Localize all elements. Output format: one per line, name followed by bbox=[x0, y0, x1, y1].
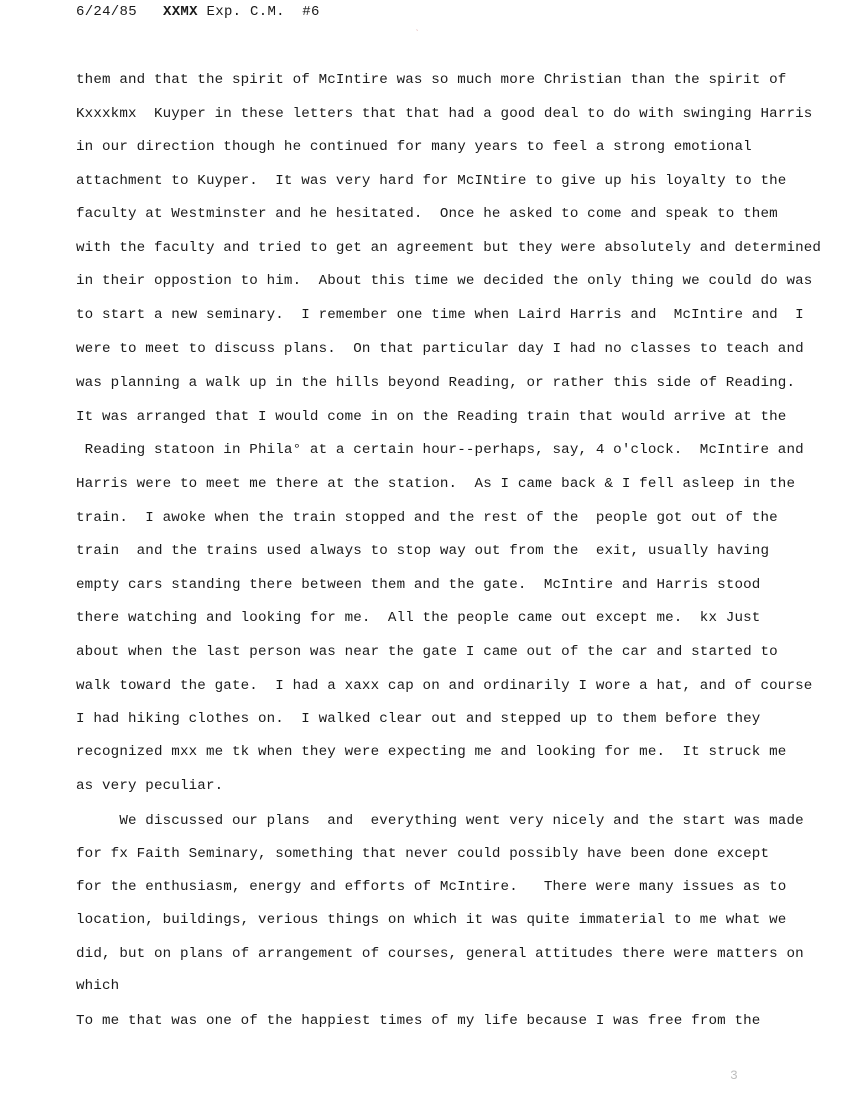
text-line: with the faculty and tried to get an agreement but they were absolutely and determined bbox=[76, 240, 822, 256]
text-line: location, buildings, verious things on which it was quite immaterial to me what we bbox=[76, 912, 787, 928]
text-line: I had hiking clothes on. I walked clear out and stepped up to them before they bbox=[76, 711, 761, 727]
header-date: 6/24/85 bbox=[76, 4, 137, 20]
text-line: them and that the spirit of McIntire was so much more Christian than the spirit of bbox=[76, 72, 787, 88]
text-line: Reading statoon in Phila° at a certain hour--perhaps, say, 4 o'clock. McIntire and bbox=[76, 442, 804, 458]
header-struck-text: XXMX bbox=[163, 4, 198, 20]
page-number: 3 bbox=[730, 1068, 738, 1083]
text-line: train and the trains used always to stop way out from the exit, usually having bbox=[76, 543, 770, 559]
text-line: there watching and looking for me. All the people came out except me. kx Just bbox=[76, 610, 761, 626]
text-line: walk toward the gate. I had a xaxx cap on and ordinarily I wore a hat, and of course bbox=[76, 678, 813, 694]
text-line: attachment to Kuyper. It was very hard for McINtire to give up his loyalty to the bbox=[76, 173, 787, 189]
text-line: for the enthusiasm, energy and efforts of McIntire. There were many issues as to bbox=[76, 879, 787, 895]
text-line: did, but on plans of arrangement of courses, general attitudes there were matters on bbox=[76, 946, 804, 962]
text-line: recognized mxx me tk when they were expecting me and looking for me. It struck me bbox=[76, 744, 787, 760]
ink-smudge: ˎ bbox=[414, 22, 421, 33]
text-line: It was arranged that I would come in on the Reading train that would arrive at the bbox=[76, 409, 787, 425]
text-line: empty cars standing there between them and the gate. McIntire and Harris stood bbox=[76, 577, 761, 593]
text-line: in our direction though he continued for many years to feel a strong emotional bbox=[76, 139, 752, 155]
header-number: #6 bbox=[302, 4, 320, 20]
text-line: in their oppostion to him. About this time we decided the only thing we could do was bbox=[76, 273, 813, 289]
text-line: train. I awoke when the train stopped and the rest of the people got out of the bbox=[76, 510, 778, 526]
text-line: for fx Faith Seminary, something that never could possibly have been done except bbox=[76, 846, 770, 862]
text-line: were to meet to discuss plans. On that particular day I had no classes to teach and bbox=[76, 341, 804, 357]
text-line: To me that was one of the happiest times of my life because I was free from the bbox=[76, 1013, 761, 1029]
text-line: faculty at Westminster and he hesitated. Once he asked to come and speak to them bbox=[76, 206, 778, 222]
text-line: Harris were to meet me there at the station. As I came back & I fell asleep in the bbox=[76, 476, 796, 492]
text-line: We discussed our plans and everything went very nicely and the start was made bbox=[76, 813, 804, 829]
text-line: as very peculiar. bbox=[76, 778, 224, 794]
header-title: Exp. C.M. bbox=[206, 4, 285, 20]
text-line: was planning a walk up in the hills beyond Reading, or rather this side of Reading. bbox=[76, 375, 796, 391]
text-line: to start a new seminary. I remember one time when Laird Harris and McIntire and I bbox=[76, 307, 804, 323]
text-line: which bbox=[76, 978, 120, 994]
text-line: Kxxxkmx Kuyper in these letters that that had a good deal to do with swinging Harris bbox=[76, 106, 813, 122]
page-header bbox=[76, 4, 320, 20]
text-line: about when the last person was near the gate I came out of the car and started to bbox=[76, 644, 778, 660]
